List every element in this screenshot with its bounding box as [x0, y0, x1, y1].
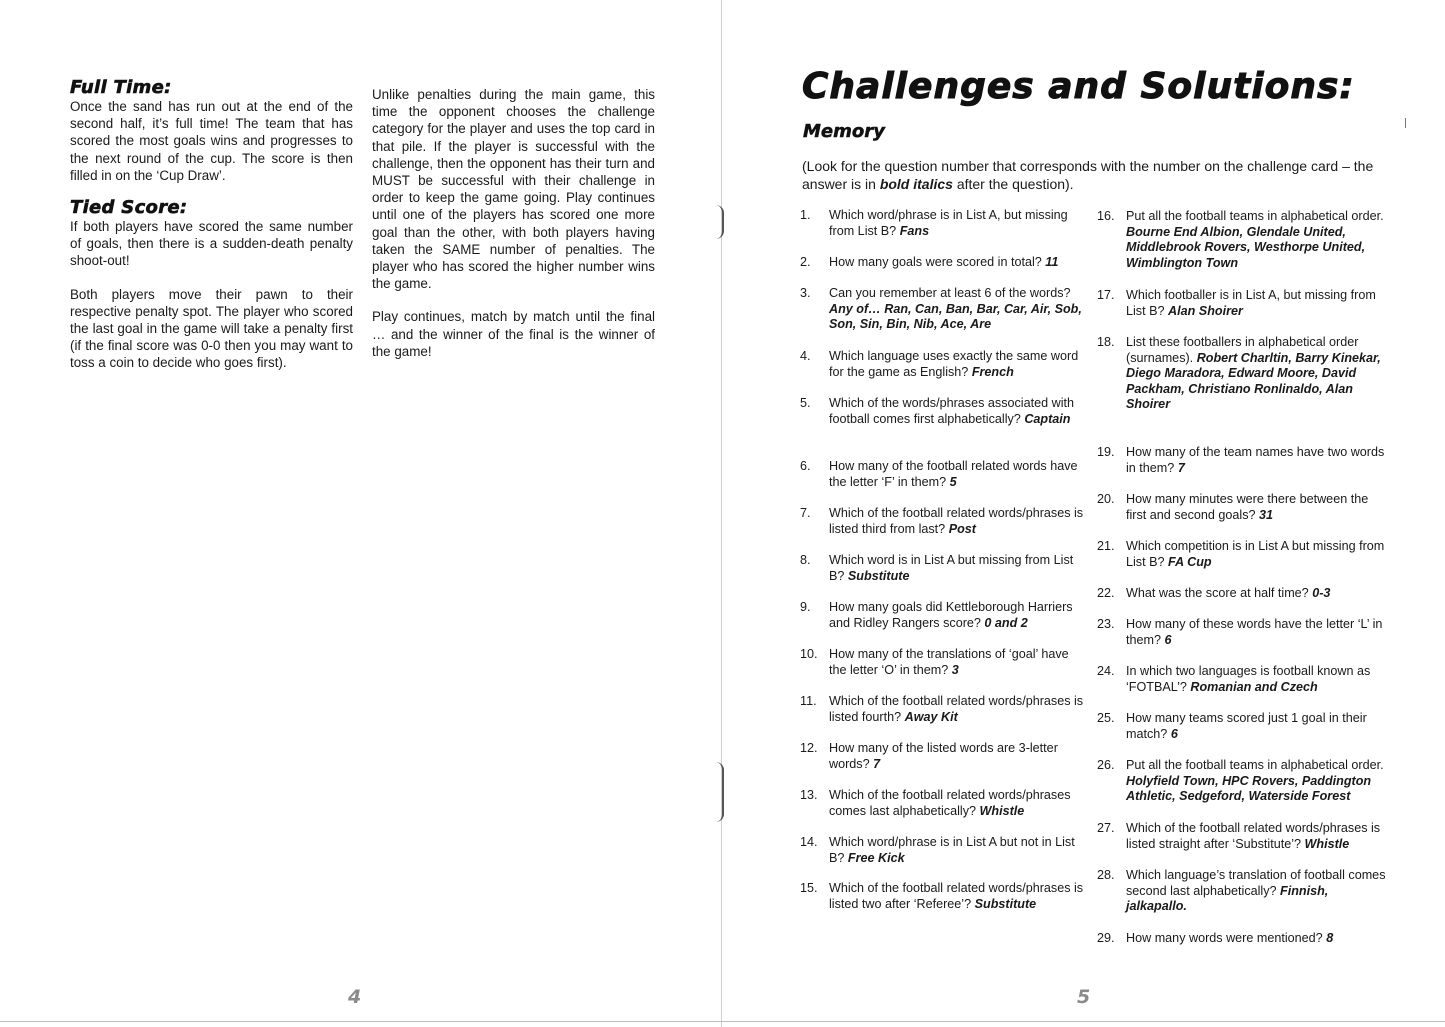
question-text: List these footballers in alphabetical order (surnames).	[1126, 335, 1359, 365]
question-text: What was the score at half time?	[1126, 586, 1309, 600]
question-number: 23.	[1097, 617, 1115, 631]
question-item	[1097, 931, 1389, 947]
left-column-1	[70, 78, 353, 372]
question-text: How many goals did Kettleborough Harriers and Ridley Rangers score?	[829, 600, 1073, 630]
left-page	[0, 0, 722, 1027]
question-answer: Substitute	[847, 568, 910, 583]
question-number: 20.	[1097, 492, 1115, 506]
question-body	[1126, 758, 1389, 805]
question-number: 16.	[1097, 209, 1115, 223]
question-item	[800, 459, 1086, 490]
question-number: 15.	[800, 881, 818, 895]
question-answer: 8	[1326, 931, 1334, 945]
question-answer: 7	[1177, 460, 1185, 475]
question-text: How many goals were scored in total?	[829, 255, 1042, 269]
question-text: How many of the team names have two words in them?	[1126, 445, 1385, 475]
question-number: 1.	[800, 208, 811, 222]
question-number: 12.	[800, 741, 818, 755]
question-item	[1097, 209, 1389, 271]
question-item	[1097, 492, 1389, 523]
penalties-paragraph: Unlike penalties during the main game, this time the opponent chooses the challenge category for the player and uses the top card in that pile. If the player is successful with the challenge, then the opponent has their turn and MUST be successful with their challenge in order to keep the game going. Play continues until one of the players has scored one more goal than the other, with both players having taken the SAME number of penalties. The player who has scored the higher number wins the game.	[372, 87, 655, 292]
question-answer: Any of… Ran, Can, Ban, Bar, Car, Air, Sob, Son, Sin, Bin, Nib, Ace, Are	[829, 301, 1082, 331]
question-answer: Post	[948, 521, 976, 536]
question-body	[829, 553, 1086, 584]
question-body	[829, 881, 1086, 912]
question-item	[800, 647, 1086, 678]
question-item	[1097, 664, 1389, 695]
question-item	[1097, 539, 1389, 570]
page-title: Challenges and Solutions:	[802, 66, 1355, 107]
question-text: In which two languages is football known as ‘FOTBAL’?	[1126, 664, 1371, 694]
question-answer: 0-3	[1312, 586, 1331, 600]
question-text: How many of these words have the letter ‘L’ in them?	[1126, 617, 1383, 647]
penalty-spot-paragraph: Both players move their pawn to their respective penalty spot. The player who scored the last goal in the game will take a penalty first (if the final score was 0-0 then you may want to toss a coin to decide who goes first).	[70, 286, 353, 371]
question-answer: Away Kit	[904, 709, 958, 724]
question-item	[1097, 586, 1389, 602]
question-body	[1126, 821, 1389, 852]
question-text: Which of the words/phrases associated with football comes first alphabetically?	[829, 396, 1074, 426]
question-text: Can you remember at least 6 of the words?	[829, 286, 1071, 300]
question-body	[1126, 539, 1389, 570]
question-body	[829, 349, 1086, 380]
question-answer: Romanian and Czech	[1190, 679, 1318, 694]
question-body	[1126, 586, 1389, 602]
question-item	[800, 208, 1086, 239]
question-answer: 5	[949, 474, 957, 489]
question-body	[829, 835, 1086, 866]
question-body	[1126, 664, 1389, 695]
intro-text-start: (Look for the question number that corresponds with the number on the challenge card – the answer is in	[802, 158, 1374, 192]
question-text: Which language’s translation of football comes second last alphabetically?	[1126, 868, 1386, 898]
full-time-paragraph: Once the sand has run out at the end of the second half, it’s full time! The team that has scored the most goals wins and progresses to the next round of the cup. The score is then filled in on the ‘Cup Draw’.	[70, 99, 353, 183]
question-text: Which word is in List A but missing from List B?	[829, 553, 1074, 583]
question-item	[800, 255, 1086, 271]
question-answer: Holyfield Town, HPC Rovers, Paddington Athletic, Sedgeford, Waterside Forest	[1126, 773, 1372, 803]
question-answer: Captain	[1024, 411, 1071, 426]
question-number: 11.	[800, 694, 817, 708]
question-item	[1097, 821, 1389, 852]
question-item	[1097, 445, 1389, 476]
question-number: 2.	[800, 255, 811, 269]
question-body	[829, 741, 1086, 772]
question-item	[800, 506, 1086, 537]
question-number: 6.	[800, 459, 811, 473]
question-number: 10.	[800, 647, 818, 661]
question-text: How many of the translations of ‘goal’ have the letter ‘O’ in them?	[829, 647, 1069, 677]
question-answer: Whistle	[1304, 836, 1350, 851]
question-item	[1097, 617, 1389, 648]
question-number: 26.	[1097, 758, 1115, 772]
question-item	[800, 741, 1086, 772]
question-number: 22.	[1097, 586, 1115, 600]
question-text: Which word/phrase is in List A, but missing from List B?	[829, 208, 1068, 238]
question-number: 13.	[800, 788, 818, 802]
question-number: 27.	[1097, 821, 1115, 835]
question-item	[1097, 335, 1389, 413]
question-text: Which of the football related words/phrases is listed straight after ‘Substitute’?	[1126, 821, 1381, 851]
question-body	[829, 647, 1086, 678]
question-item	[1097, 868, 1389, 915]
question-body	[1126, 335, 1389, 413]
question-item	[800, 694, 1086, 725]
question-body	[1126, 492, 1389, 523]
question-body	[1126, 445, 1389, 476]
question-body	[829, 459, 1086, 490]
question-text: How many of the listed words are 3-letter words?	[829, 741, 1058, 771]
question-answer: Bourne End Albion, Glendale United, Middlebrook Rovers, Westhorpe United, Wimblington Town	[1126, 224, 1366, 270]
question-item	[800, 553, 1086, 584]
question-answer: 6	[1164, 632, 1172, 647]
question-body	[829, 208, 1086, 239]
question-text: Which of the football related words/phrases is listed third from last?	[829, 506, 1084, 536]
tied-score-heading: Tied Score:	[70, 197, 188, 219]
page-bottom-edge	[0, 1021, 1445, 1022]
question-number: 8.	[800, 553, 811, 567]
question-text: How many of the football related words have the letter ‘F’ in them?	[829, 459, 1078, 489]
question-text: Put all the football teams in alphabetical order.	[1126, 209, 1384, 223]
question-answer: Robert Charltin, Barry Kinekar, Diego Maradora, Edward Moore, David Packham, Christiano Ronlinaldo, Alan Shoirer	[1126, 350, 1381, 411]
question-number: 9.	[800, 600, 811, 614]
intro-text	[802, 158, 1392, 193]
question-number: 24.	[1097, 664, 1115, 678]
question-text: How many teams scored just 1 goal in their match?	[1126, 711, 1367, 741]
question-answer: Fans	[899, 223, 930, 238]
question-answer: 0 and 2	[984, 615, 1028, 630]
question-number: 17.	[1097, 288, 1115, 302]
question-item	[1097, 711, 1389, 742]
question-item	[800, 788, 1086, 819]
left-column-2	[372, 86, 655, 360]
question-item	[800, 835, 1086, 866]
intro-text-end: after the question).	[952, 175, 1074, 192]
question-number: 4.	[800, 349, 811, 363]
question-number: 28.	[1097, 868, 1115, 882]
question-item	[800, 600, 1086, 631]
question-text: Which footballer is in List A, but missing from List B?	[1126, 288, 1376, 318]
question-number: 18.	[1097, 335, 1115, 349]
question-body	[1126, 868, 1389, 915]
question-body	[829, 788, 1086, 819]
full-time-heading: Full Time:	[70, 77, 172, 98]
question-body	[829, 396, 1086, 427]
question-text: Which of the football related words/phrases is listed fourth?	[829, 694, 1084, 724]
intro-text-emphasis: bold italics	[879, 175, 953, 192]
question-text: Which competition is in List A but missing from List B?	[1126, 539, 1385, 569]
tied-score-paragraph: If both players have scored the same number of goals, then there is a sudden-death penalty shoot-out!	[70, 219, 353, 269]
question-body	[829, 694, 1086, 725]
question-number: 5.	[800, 396, 811, 410]
page-number-right: 5	[1077, 986, 1091, 1008]
question-body	[1126, 209, 1389, 271]
question-text: How many minutes were there between the first and second goals?	[1126, 492, 1369, 522]
question-body	[829, 600, 1086, 631]
question-answer: FA Cup	[1168, 554, 1212, 569]
question-answer: 3	[951, 662, 959, 677]
question-answer: French	[971, 364, 1014, 379]
question-item	[800, 349, 1086, 380]
question-body	[1126, 711, 1389, 742]
question-body	[1126, 617, 1389, 648]
question-body	[829, 255, 1086, 271]
question-number: 21.	[1097, 539, 1115, 553]
page-number-left: 4	[348, 986, 362, 1008]
question-text: Which of the football related words/phrases comes last alphabetically?	[829, 788, 1071, 818]
question-text: Which word/phrase is in List A but not in List B?	[829, 835, 1075, 865]
question-body	[829, 506, 1086, 537]
question-answer: Alan Shoirer	[1168, 303, 1243, 318]
question-answer: 31	[1259, 507, 1274, 522]
question-number: 25.	[1097, 711, 1115, 725]
question-number: 14.	[800, 835, 818, 849]
question-item	[800, 286, 1086, 333]
question-item	[1097, 288, 1389, 319]
question-answer: Whistle	[979, 803, 1025, 818]
question-item	[800, 396, 1086, 427]
question-text: Which of the football related words/phrases is listed two after ‘Referee’?	[829, 881, 1084, 911]
question-item	[1097, 758, 1389, 805]
question-body	[1126, 288, 1389, 319]
question-body	[1126, 931, 1389, 947]
question-text: Put all the football teams in alphabetical order.	[1126, 758, 1384, 772]
question-answer: Free Kick	[847, 850, 905, 865]
question-text: Which language uses exactly the same word for the game as English?	[829, 349, 1079, 379]
question-number: 3.	[800, 286, 811, 300]
question-answer: 7	[873, 756, 881, 771]
question-item	[800, 881, 1086, 912]
right-page	[722, 0, 1445, 1027]
question-answer: 11	[1045, 255, 1059, 269]
question-answer: 6	[1170, 726, 1178, 741]
section-subtitle: Memory	[803, 121, 885, 142]
question-answer: Finnish, jalkapallo.	[1126, 883, 1329, 913]
question-answer: Substitute	[974, 896, 1037, 911]
question-number: 19.	[1097, 445, 1115, 459]
question-body	[829, 286, 1086, 333]
question-number: 29.	[1097, 931, 1115, 945]
play-continues-paragraph: Play continues, match by match until the final … and the winner of the final is the winner of the game!	[372, 309, 655, 359]
question-number: 7.	[800, 506, 811, 520]
question-text: How many words were mentioned?	[1126, 931, 1323, 945]
